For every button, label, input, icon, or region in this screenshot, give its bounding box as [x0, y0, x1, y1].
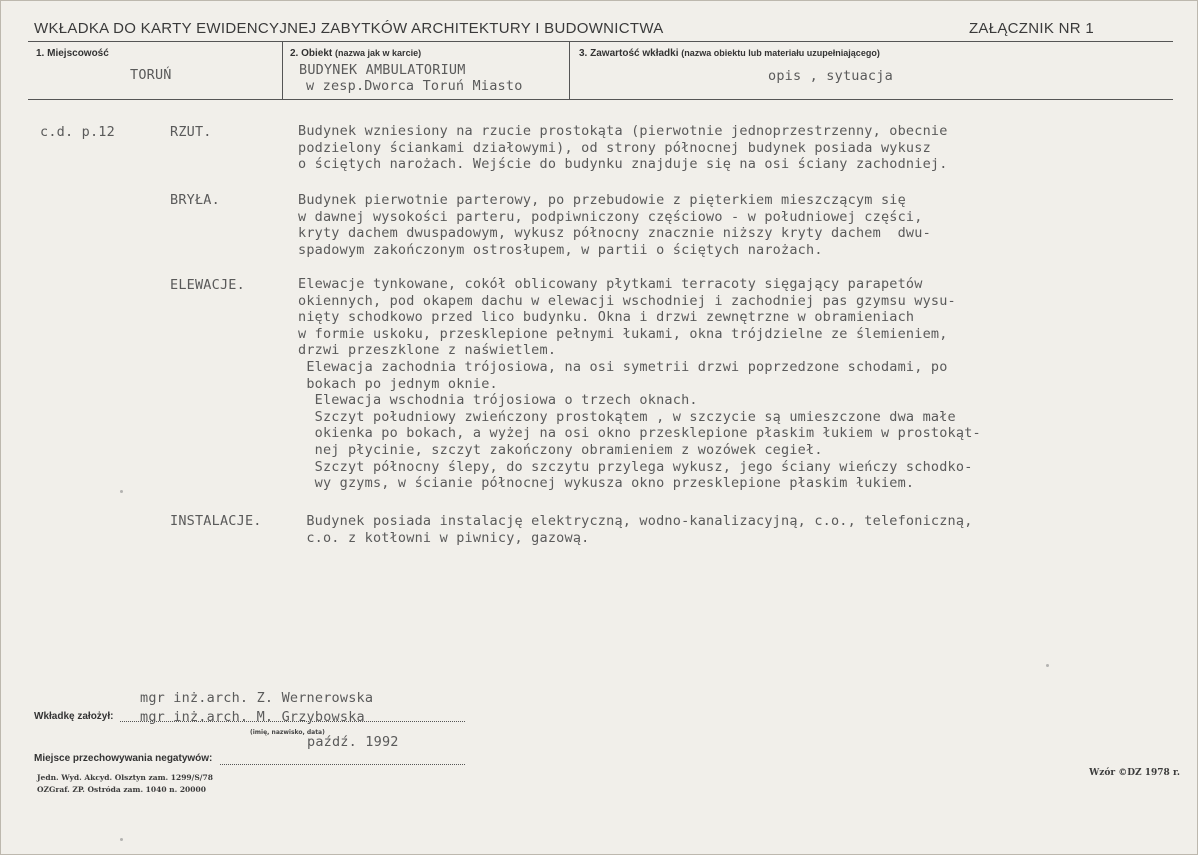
text-line: w dawnej wysokości parteru, podpiwniczony częściowo - w południowej części, — [298, 208, 923, 225]
section-label-elewacje: ELEWACJE. — [170, 277, 245, 293]
fields-bottom-divider — [28, 99, 1173, 100]
text-line: w formie uskoku, przesklepione pełnymi łukami, okna trójdzielne ze ślemieniem, — [298, 325, 948, 342]
object-value-line-2: w zesp.Dworca Toruń Miasto — [306, 78, 523, 94]
text-line: Elewacje tynkowane, cokół oblicowany płytkami terracoty sięgający parapetów — [298, 276, 923, 292]
printer-line-1: Jedn. Wyd. Akcyd. Olsztyn zam. 1299/S/78 — [37, 773, 213, 782]
attachment-number: ZAŁĄCZNIK NR 1 — [968, 20, 1094, 37]
authors-note: (imię, nazwisko, data) — [250, 729, 325, 736]
section-label-rzut: RZUT. — [170, 124, 212, 140]
card-date: paźdź. 1992 — [307, 734, 399, 750]
text-line: nięty schodkowo przed lico budynku. Okna i drzwi zewnętrzne w obramieniach — [298, 309, 915, 326]
text-line: bokach po jednym oknie. — [298, 375, 498, 392]
author-2: mgr inż.arch. M. Grzybowska — [140, 709, 365, 725]
header-divider — [28, 41, 1173, 42]
author-1: mgr inż.arch. Z. Wernerowska — [140, 690, 374, 706]
text-line: c.o. z kotłowni w piwnicy, gazową. — [298, 529, 590, 546]
printer-line-2: OZGraf. ZP. Ostróda zam. 1040 n. 20000 — [37, 785, 206, 794]
object-label — [290, 48, 421, 59]
content-label-note: (nazwa obiektu lub materiału uzupełniającego) — [681, 48, 880, 58]
text-line: wy gzyms, w ścianie północnej wykusza okno przesklepione płaskim łukiem. — [298, 475, 915, 492]
text-line: Budynek pierwotnie parterowy, po przebudowie z pięterkiem mieszczącym się — [298, 192, 906, 208]
section-text-rzut — [298, 123, 1098, 173]
text-line: Szczyt południowy zwieńczony prostokątem , w szczycie są umieszczone dwa małe — [298, 408, 956, 425]
locality-label: 1. Miejscowość — [36, 48, 109, 59]
pattern-mark: Wzór ©DZ 1978 r. — [1089, 768, 1180, 778]
object-label-text: 2. Obiekt — [290, 48, 333, 59]
paper-speck — [120, 838, 123, 841]
text-line: Szczyt północny ślepy, do szczytu przylega wykusz, jego ściany wieńczy schodko- — [298, 458, 973, 475]
content-label-text: 3. Zawartość wkładki — [579, 48, 679, 59]
object-label-note: (nazwa jak w karcie) — [335, 48, 422, 58]
text-line: nej płycinie, szczyt zakończony obramieniem z wozówek cegieł. — [298, 441, 823, 458]
section-label-bryla: BRYŁA. — [170, 192, 220, 208]
paper-speck — [1046, 664, 1049, 667]
text-line: Elewacja zachodnia trójosiowa, na osi symetrii drzwi poprzedzone schodami, po — [298, 358, 948, 375]
authors-label: Wkładkę założył: — [34, 711, 114, 722]
field-divider-2 — [569, 41, 570, 99]
text-line: drzwi przeszklone z naświetlem. — [298, 342, 557, 359]
locality-value: TORUŃ — [130, 67, 172, 83]
text-line: o ściętych narożach. Wejście do budynku znajduje się na osi ściany zachodniej. — [298, 156, 948, 173]
section-label-instalacje: INSTALACJE. — [170, 513, 262, 529]
text-line: Budynek wzniesiony na rzucie prostokąta (pierwotnie jednoprzestrzenny, obecnie — [298, 123, 948, 139]
section-text-instalacje — [298, 513, 1098, 546]
content-label — [579, 48, 880, 59]
text-line: spadowym zakończonym ostrosłupem, w partii o ściętych narożach. — [298, 241, 823, 258]
content-value: opis , sytuacja — [768, 68, 893, 84]
paper-speck — [120, 490, 123, 493]
text-line: kryty dachem dwuspadowym, wykusz północny znacznie niższy kryty dachem dwu- — [298, 225, 931, 242]
text-line: okienka po bokach, a wyżej na osi okno przesklepione płaskim łukiem w prostokąt- — [298, 425, 981, 442]
text-line: Elewacja wschodnia trójosiowa o trzech oknach. — [298, 392, 698, 409]
continuation-label: c.d. p.12 — [40, 124, 115, 140]
text-line: okiennych, pod okapem dachu w elewacji wschodniej i zachodniej pas gzymsu wysu- — [298, 292, 956, 309]
text-line: Budynek posiada instalację elektryczną, wodno-kanalizacyjną, c.o., telefoniczną, — [298, 513, 973, 529]
card-title: WKŁADKA DO KARTY EWIDENCYJNEJ ZABYTKÓW ARCHITEKTURY I BUDOWNICTWA — [34, 20, 664, 37]
text-line: podzielony ściankami działowymi), od strony północnej budynek posiada wykusz — [298, 139, 931, 156]
section-text-elewacje — [298, 276, 1098, 492]
field-divider-1 — [282, 41, 283, 99]
negatives-label: Miejsce przechowywania negatywów: — [34, 753, 213, 764]
negatives-dotted-line — [220, 764, 465, 765]
object-value-line-1: BUDYNEK AMBULATORIUM — [299, 62, 466, 78]
section-text-bryla — [298, 192, 1098, 258]
